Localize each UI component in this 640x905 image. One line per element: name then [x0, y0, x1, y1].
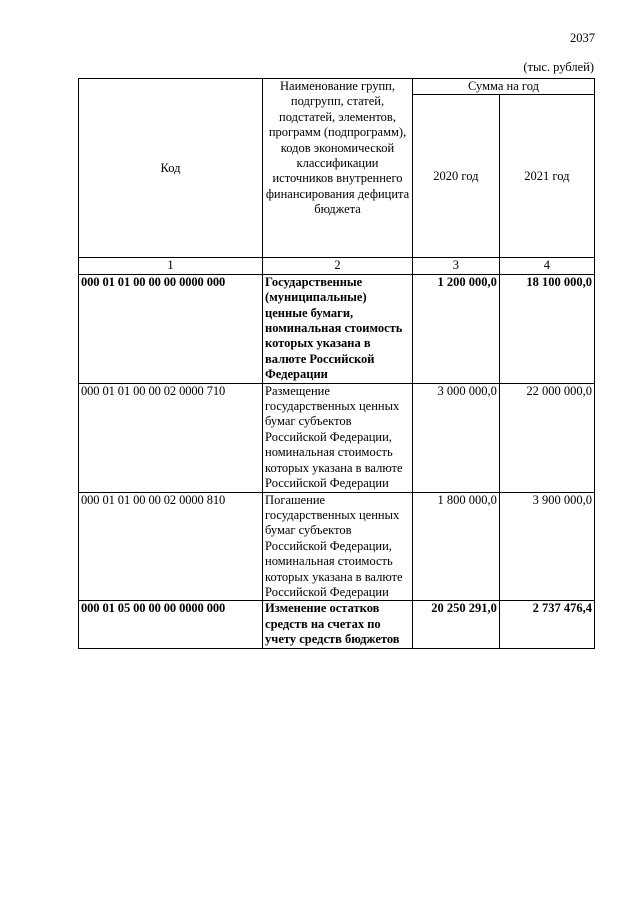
- row-sum-2021: 18 100 000,0: [499, 274, 594, 383]
- row-sum-2021: 2 737 476,4: [499, 601, 594, 648]
- column-number: 1: [79, 258, 263, 274]
- page-number: 2037: [570, 31, 595, 45]
- budget-sources-table: [78, 78, 595, 649]
- column-number: 2: [263, 258, 413, 274]
- row-name: Погашение государственных ценных бумаг субъектов Российской Федерации, номинальная стоимость которых указана в валюте Российской Федерации: [263, 492, 413, 601]
- header-name: Наименование групп, подгрупп, статей, подстатей, элементов, программ (подпрограмм), кодов экономической классификации источников внутреннего финансирования дефицита бюджета: [263, 79, 413, 258]
- row-code: 000 01 01 00 00 02 0000 810: [79, 492, 263, 601]
- row-code: 000 01 05 00 00 00 0000 000: [79, 601, 263, 648]
- column-numbers-row: [79, 258, 595, 274]
- row-sum-2020: 3 000 000,0: [412, 383, 499, 492]
- table-row: [79, 274, 595, 383]
- row-name: Размещение государственных ценных бумаг субъектов Российской Федерации, номинальная стоимость которых указана в валюте Российской Федерации: [263, 383, 413, 492]
- row-sum-2021: 3 900 000,0: [499, 492, 594, 601]
- row-name: Изменение остатков средств на счетах по учету средств бюджетов: [263, 601, 413, 648]
- header-year-2021: 2021 год: [499, 95, 594, 258]
- row-sum-2020: 20 250 291,0: [412, 601, 499, 648]
- header-year-2020: 2020 год: [412, 95, 499, 258]
- row-name: Государственные (муниципальные) ценные бумаги, номинальная стоимость которых указана в валюте Российской Федерации: [263, 274, 413, 383]
- units-label: (тыс. рублей): [523, 60, 594, 74]
- row-sum-2020: 1 200 000,0: [412, 274, 499, 383]
- row-code: 000 01 01 00 00 00 0000 000: [79, 274, 263, 383]
- column-number: 3: [412, 258, 499, 274]
- row-code: 000 01 01 00 00 02 0000 710: [79, 383, 263, 492]
- header-code: Код: [79, 79, 263, 258]
- table-row: [79, 601, 595, 648]
- header-sum: Сумма на год: [412, 79, 594, 95]
- table-row: [79, 383, 595, 492]
- header-row: [79, 79, 595, 95]
- table-row: [79, 492, 595, 601]
- column-number: 4: [499, 258, 594, 274]
- row-sum-2020: 1 800 000,0: [412, 492, 499, 601]
- row-sum-2021: 22 000 000,0: [499, 383, 594, 492]
